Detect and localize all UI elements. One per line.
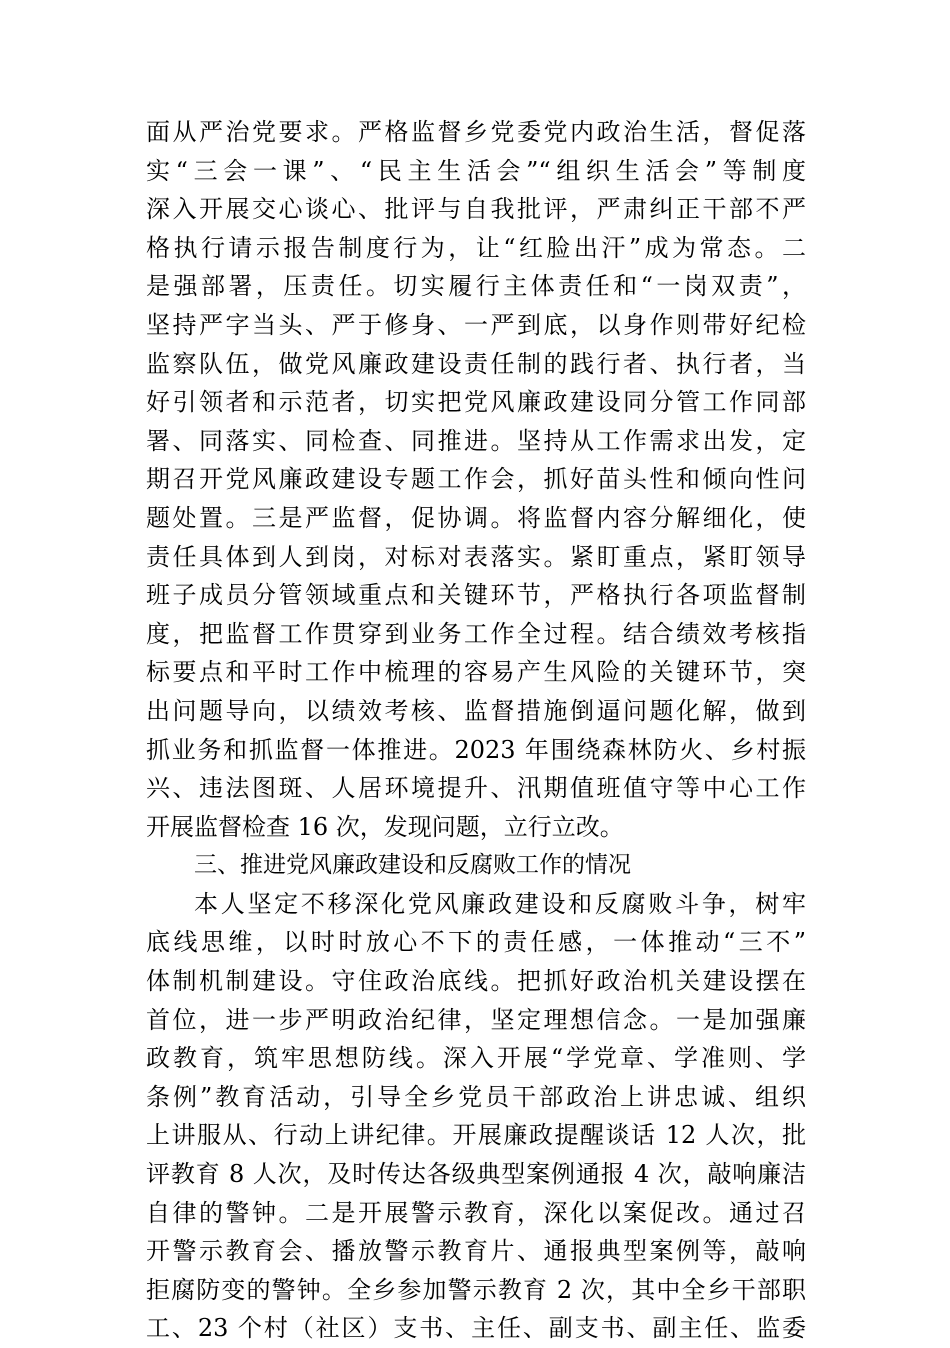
text-line: 好引领者和示范者，切实把党风廉政建设同分管工作同部 xyxy=(146,388,806,417)
text-line: 本人坚定不移深化党风廉政建设和反腐败斗争，树牢 xyxy=(194,889,806,918)
text-line: 责任具体到人到岗，对标对表落实。紧盯重点，紧盯领导 xyxy=(146,542,806,571)
text-line: 深入开展交心谈心、批评与自我批评，严肃纠正干部不严 xyxy=(146,195,806,224)
document-body xyxy=(146,113,806,1348)
text-line: 度，把监督工作贯穿到业务工作全过程。结合绩效考核指 xyxy=(146,619,806,648)
paragraph-2 xyxy=(146,885,806,1348)
text-line: 评教育 8 人次，及时传达各级典型案例通报 4 次，敲响廉洁 xyxy=(146,1160,806,1189)
text-line: 抓业务和抓监督一体推进。2023 年围绕森林防火、乡村振 xyxy=(146,735,806,764)
text-line: 首位，进一步严明政治纪律，坚定理想信念。一是加强廉 xyxy=(146,1005,806,1034)
text-line: 监察队伍，做党风廉政建设责任制的践行者、执行者，当 xyxy=(146,349,806,378)
text-line: 兴、违法图斑、人居环境提升、汛期值班值守等中心工作 xyxy=(146,774,806,803)
text-line: 标要点和平时工作中梳理的容易产生风险的关键环节，突 xyxy=(146,658,806,687)
text-line: 开警示教育会、播放警示教育片、通报典型案例等，敲响 xyxy=(146,1237,806,1266)
text-line: 题处置。三是严监督，促协调。将监督内容分解细化，使 xyxy=(146,503,806,532)
text-line: 条例”教育活动，引导全乡党员干部政治上讲忠诚、组织 xyxy=(146,1082,806,1111)
text-line: 工、23 个村（社区）支书、主任、副支书、副主任、监委 xyxy=(146,1314,806,1343)
text-line: 自律的警钟。二是开展警示教育，深化以案促改。通过召 xyxy=(146,1198,806,1227)
text-line: 上讲服从、行动上讲纪律。开展廉政提醒谈话 12 人次，批 xyxy=(146,1121,806,1150)
text-line: 署、同落实、同检查、同推进。坚持从工作需求出发，定 xyxy=(146,426,806,455)
text-line: 拒腐防变的警钟。全乡参加警示教育 2 次，其中全乡干部职 xyxy=(146,1275,806,1304)
text-line: 是强部署，压责任。切实履行主体责任和“一岗双责”， xyxy=(146,272,806,301)
paragraph-1 xyxy=(146,113,806,846)
text-line: 班子成员分管领域重点和关键环节，严格执行各项监督制 xyxy=(146,581,806,610)
text-line: 面从严治党要求。严格监督乡党委党内政治生活，督促落 xyxy=(146,118,806,146)
text-line: 坚持严字当头、严于修身、一严到底，以身作则带好纪检 xyxy=(146,310,806,339)
text-line: 出问题导向，以绩效考核、监督措施倒逼问题化解，做到 xyxy=(146,696,806,725)
section-heading: 三、推进党风廉政建设和反腐败工作的情况 xyxy=(194,852,631,879)
text-line: 实“三会一课”、“民主生活会”“组织生活会”等制度 xyxy=(146,156,806,185)
text-line: 期召开党风廉政建设专题工作会，抓好苗头性和倾向性问 xyxy=(146,465,806,494)
text-line: 政教育，筑牢思想防线。深入开展“学党章、学准则、学 xyxy=(146,1044,806,1073)
text-line: 底线思维，以时时放心不下的责任感，一体推动“三不” xyxy=(146,928,806,957)
text-line: 开展监督检查 16 次，发现问题，立行立改。 xyxy=(146,812,624,841)
text-line: 体制机制建设。守住政治底线。把抓好政治机关建设摆在 xyxy=(146,967,806,996)
text-line: 格执行请示报告制度行为，让“红脸出汗”成为常态。二 xyxy=(146,233,806,262)
